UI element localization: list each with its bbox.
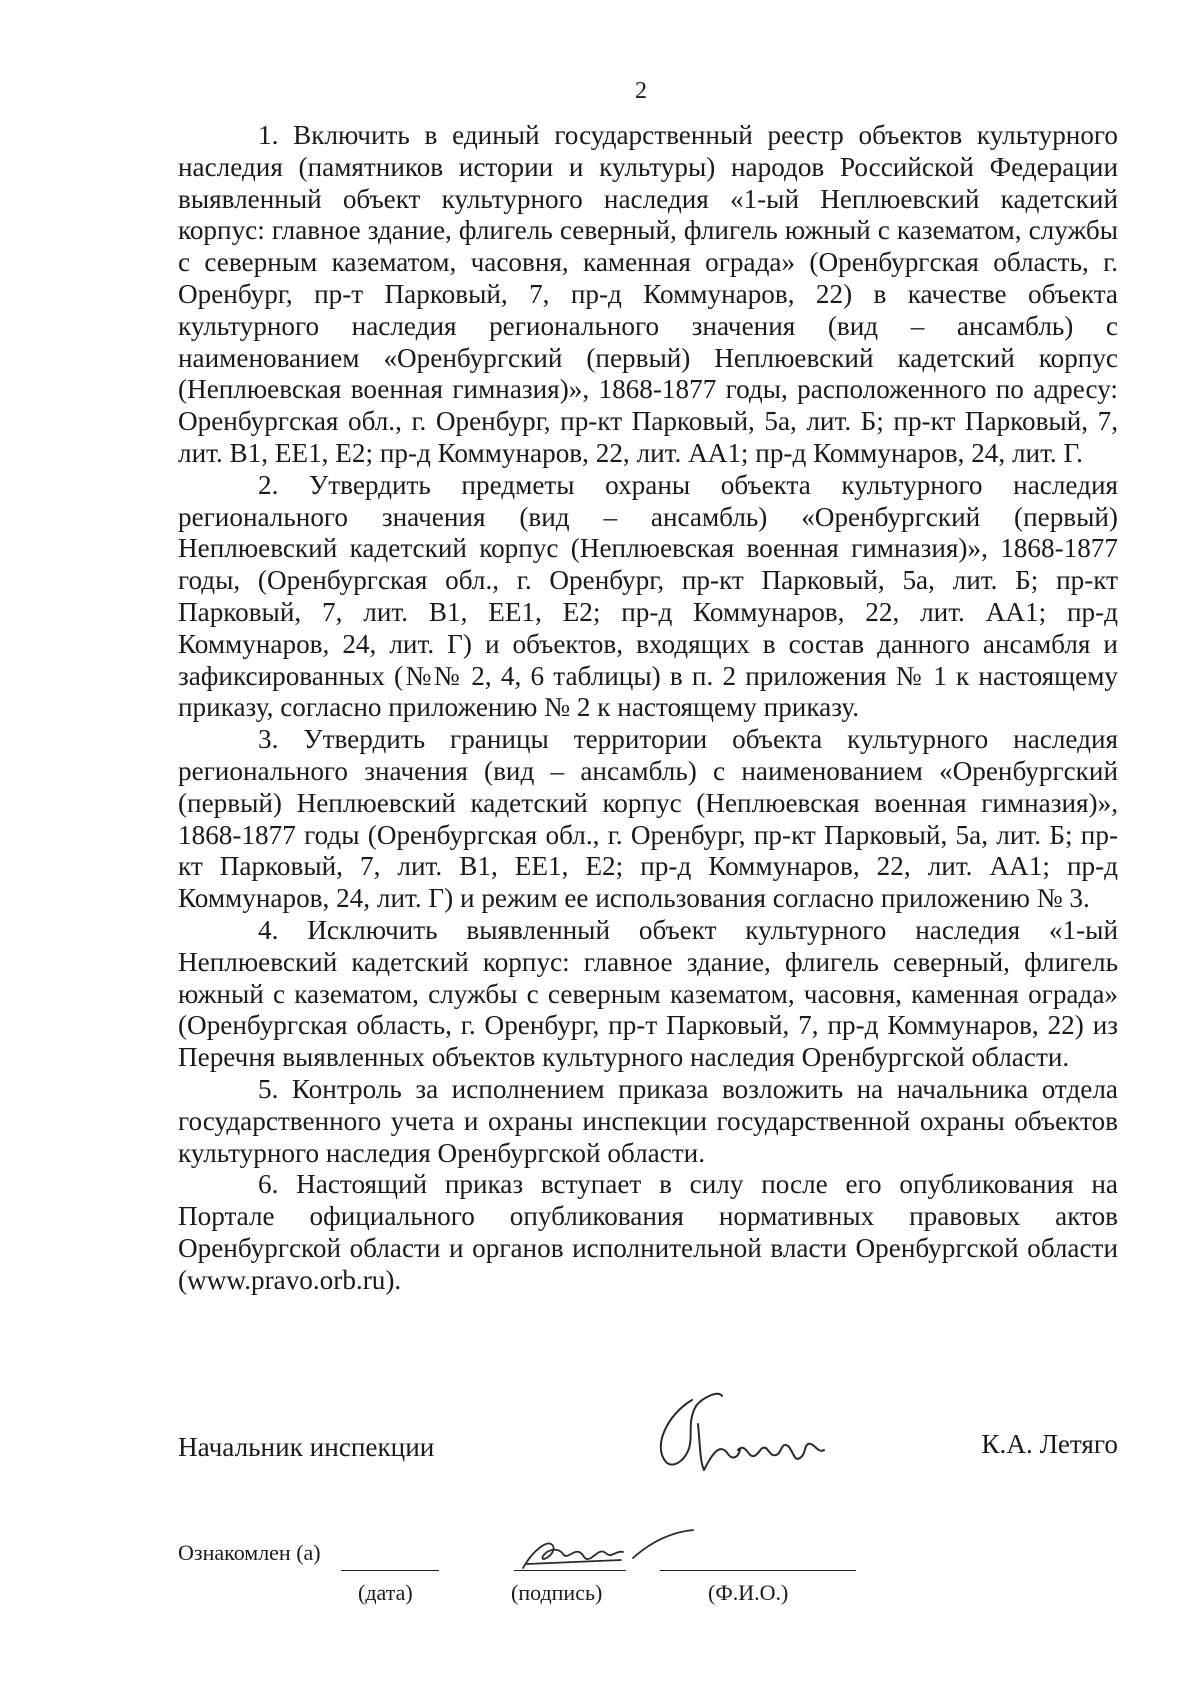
signatory-name: К.А. Летяго	[981, 1429, 1118, 1459]
date-caption: (дата)	[358, 1580, 413, 1605]
paragraph-6: 6. Настоящий приказ вступает в силу после его опубликования на Портале официального опубликования нормативных правовых актов Оренбургской области и органов исполнительной власти Оренбургской области (www.pravo.orb.ru).	[178, 1169, 1118, 1295]
paragraph-4: 4. Исключить выявленный объект культурного наследия «1-ый Неплюевский кадетский корпус: главное здание, флигель северный, флигель южный с казематом, службы с северным казематом, часовня, каменная ограда» (Оренбургская область, г. Оренбург, пр-т Парковый, 7, пр-д Коммунаров, 22) из Перечня выявленных объектов культурного наследия Оренбургской области.	[178, 914, 1118, 1073]
signature-caption: (подпись)	[511, 1580, 603, 1605]
paragraph-1: 1. Включить в единый государственный реестр объектов культурного наследия (памятников истории и культуры) народов Российской Федерации выявленный объект культурного наследия «1-ый Неплюевский кадетский корпус: главное здание, флигель северный, флигель южный с казематом, службы с северным казематом, часовня, каменная ограда» (Оренбургская область, г. Оренбург, пр-т Парковый, 7, пр-д Коммунаров, 22) в качестве объекта культурного наследия регионального значения (вид – ансамбль) с наименованием «Оренбургский (первый) Неплюевский кадетский корпус (Неплюевская военная гимназия)», 1868-1877 годы, расположенного по адресу: Оренбургская обл., г. Оренбург, пр-кт Парковый, 5а, лит. Б; пр-кт Парковый, 7, лит. В1, ЕЕ1, Е2; пр-д Коммунаров, 22, лит. АА1; пр-д Коммунаров, 24, лит. Г.	[178, 120, 1118, 468]
acknowledgement-label: Ознакомлен (а)	[178, 1540, 321, 1565]
paragraph-5: 5. Контроль за исполнением приказа возложить на начальника отдела государственного учета и охраны инспекции государственной охраны объектов культурного наследия Оренбургской области.	[178, 1073, 1118, 1168]
signature-block	[178, 1414, 1118, 1474]
signatory-title: Начальник инспекции	[178, 1432, 435, 1462]
name-caption: (Ф.И.О.)	[708, 1580, 789, 1605]
handwritten-signature	[648, 1384, 848, 1484]
date-line	[341, 1544, 439, 1571]
paragraph-3: 3. Утвердить границы территории объекта культурного наследия регионального значения (вид – ансамбль) с наименованием «Оренбургский (первый) Неплюевский кадетский корпус (Неплюевская военная гимназия)», 1868-1877 годы (Оренбургская обл., г. Оренбург, пр-кт Парковый, 5а, лит. Б; пр-кт Парковый, 7, лит. В1, ЕЕ1, Е2; пр-д Коммунаров, 22, лит. АА1; пр-д Коммунаров, 24, лит. Г) и режим ее использования согласно приложению № 3.	[178, 724, 1118, 914]
paragraph-2: 2. Утвердить предметы охраны объекта культурного наследия регионального значения (вид – ансамбль) «Оренбургский (первый) Неплюевский кадетский корпус (Неплюевская военная гимназия)», 1868-1877 годы, (Оренбургская обл., г. Оренбург, пр-кт Парковый, 5а, лит. Б; пр-кт Парковый, 7, лит. В1, ЕЕ1, Е2; пр-д Коммунаров, 22, лит. АА1; пр-д Коммунаров, 24, лит. Г) и объектов, входящих в состав данного ансамбля и зафиксированных (№№ 2, 4, 6 таблицы) в п. 2 приложения № 1 к настоящему приказу, согласно приложению № 2 к настоящему приказу.	[178, 469, 1118, 723]
acknowledgement-signature	[513, 1520, 713, 1580]
page-number: 2	[635, 78, 647, 104]
order-body	[178, 120, 1118, 1296]
acknowledgement-block	[178, 1540, 938, 1630]
